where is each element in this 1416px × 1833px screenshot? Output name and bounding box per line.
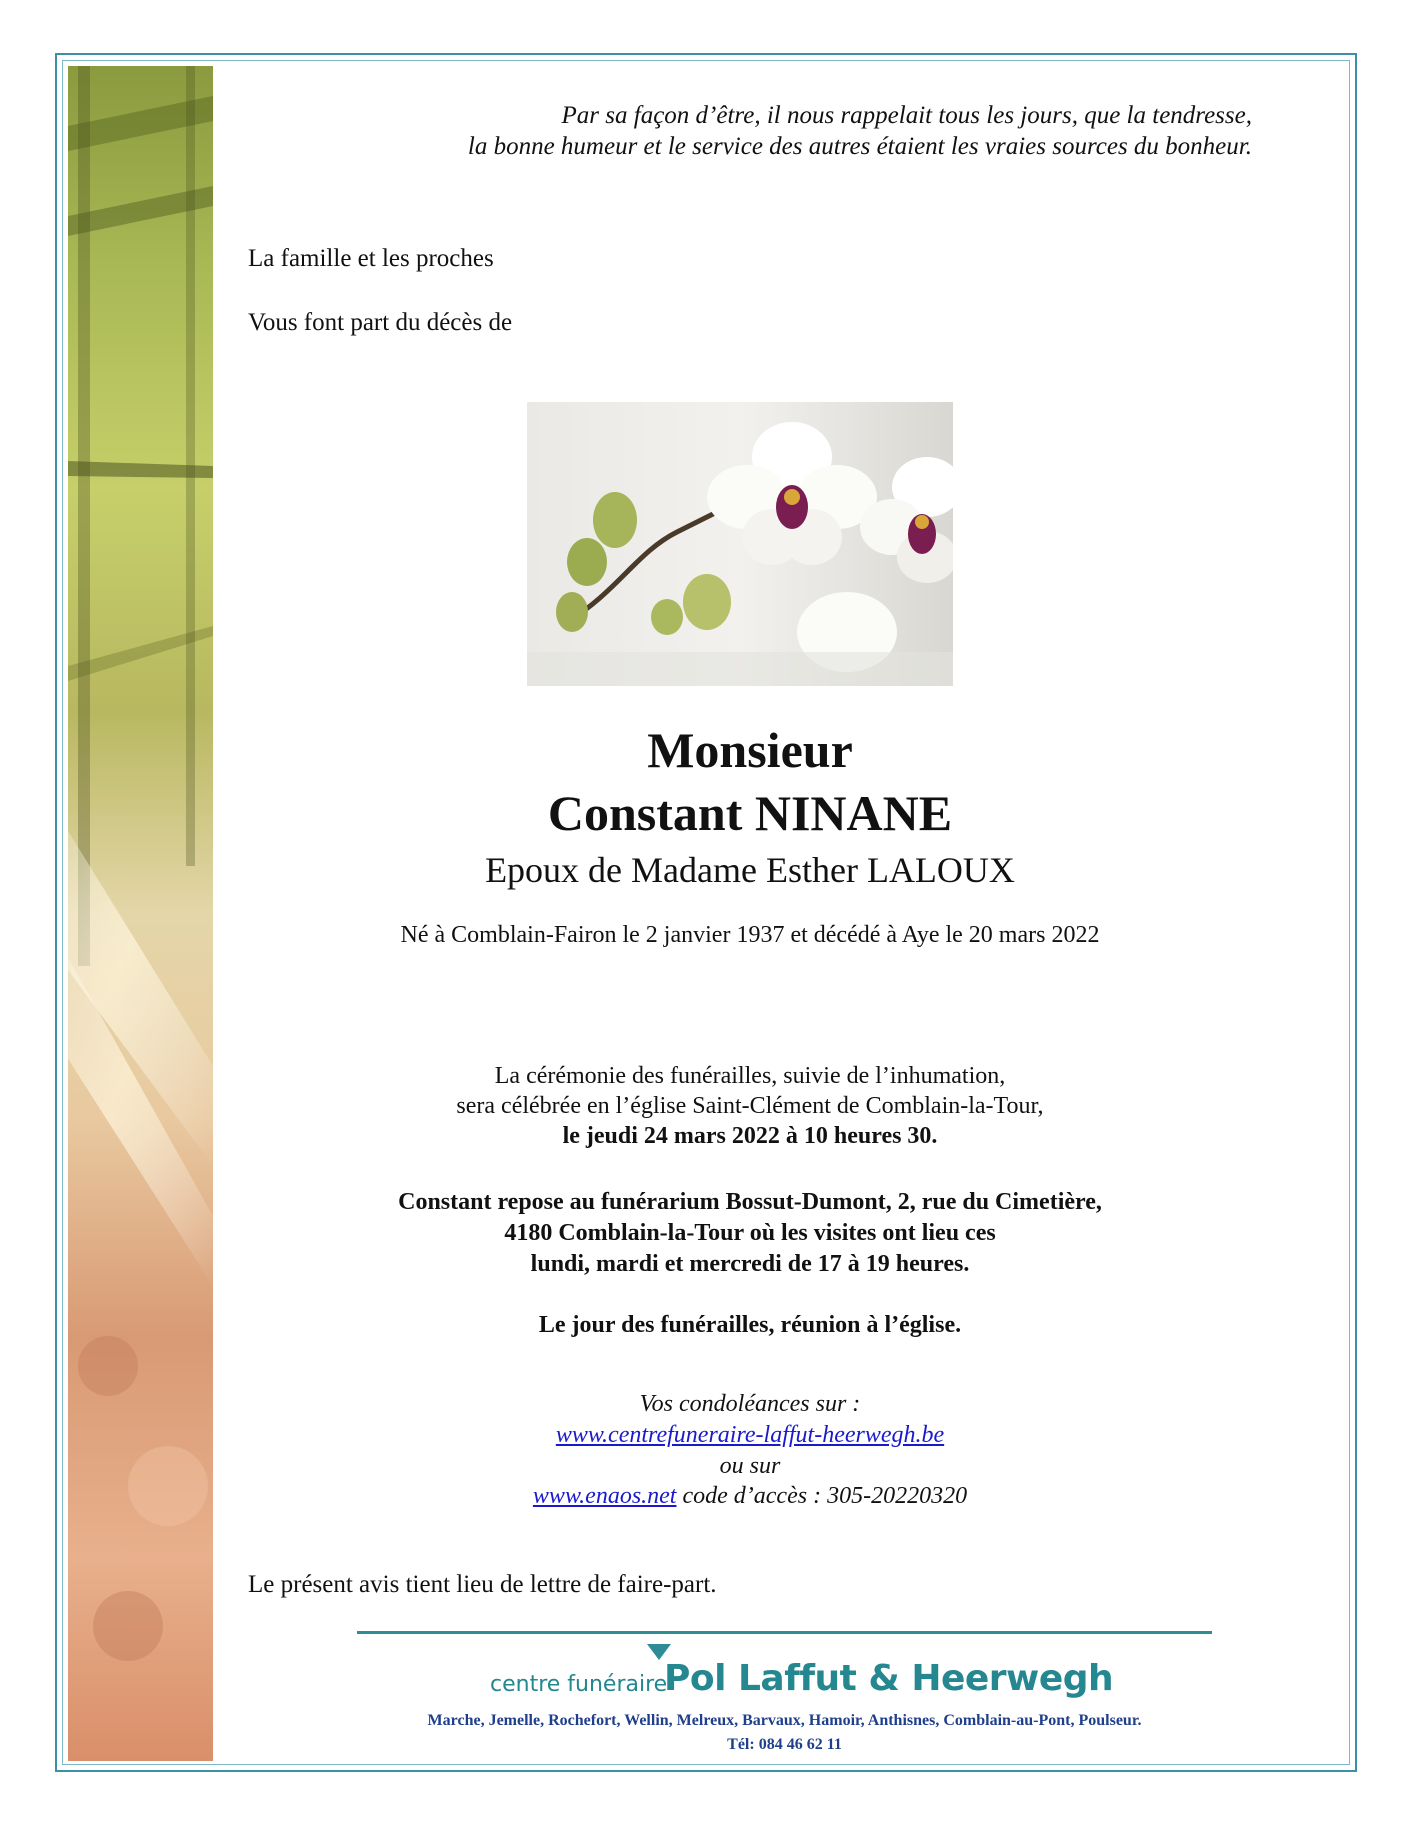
deceased-title: Monsieur bbox=[647, 722, 853, 778]
condolences-or: ou sur bbox=[719, 1453, 781, 1479]
forest-path-photo bbox=[68, 66, 213, 1761]
footer-note: Le présent avis tient lieu de lettre de faire-part. bbox=[248, 1571, 717, 1598]
access-code: code d’accès : 305-20220320 bbox=[676, 1483, 968, 1509]
ceremony-line-2: sera célébrée en l’église Saint-Clément de Comblain-la-Tour, bbox=[456, 1093, 1044, 1119]
condolences-code-row bbox=[250, 1481, 1250, 1511]
quote-line-1: Par sa façon d’être, il nous rappelait tous les jours, que la tendresse, bbox=[561, 102, 1252, 129]
condolences-link-row bbox=[250, 1420, 1250, 1450]
family-line: La famille et les proches bbox=[248, 245, 494, 272]
condolences-link-1[interactable]: www.centrefuneraire-laffut-heerwegh.be bbox=[555, 1422, 945, 1448]
visits-line-1: Constant repose au funérarium Bossut-Dumont, 2, rue du Cimetière, bbox=[398, 1189, 1102, 1215]
visits-line-2: 4180 Comblain-la-Tour où les visites ont lieu ces bbox=[504, 1220, 996, 1246]
visits-line-3: lundi, mardi et mercredi de 17 à 19 heures. bbox=[530, 1251, 970, 1277]
orchid-photo bbox=[527, 402, 953, 686]
logo-towns: Marche, Jemelle, Rochefort, Wellin, Melreux, Barvaux, Hamoir, Anthisnes, Comblain-au-Pont, Poulseur. bbox=[427, 1712, 1142, 1729]
ceremony-line-1: La cérémonie des funérailles, suivie de l’inhumation, bbox=[494, 1063, 1006, 1089]
logo-phone: Tél: 084 46 62 11 bbox=[727, 1736, 842, 1753]
condolences-label: Vos condoléances sur : bbox=[639, 1391, 861, 1417]
quote-line-2: la bonne humeur et le service des autres étaient les vraies sources du bonheur. bbox=[467, 133, 1252, 160]
logo-brand-name: Pol Laffut & Heerwegh bbox=[664, 1658, 1114, 1699]
condolences-link-2[interactable]: www.enaos.net bbox=[532, 1483, 677, 1509]
spouse-line: Epoux de Madame Esther LALOUX bbox=[485, 850, 1015, 890]
meeting-line: Le jour des funérailles, réunion à l’église. bbox=[538, 1312, 962, 1338]
memorial-quote bbox=[250, 100, 1252, 162]
logo-small-text: centre funéraire bbox=[490, 1672, 668, 1697]
birth-death-line: Né à Comblain-Fairon le 2 janvier 1937 et décédé à Aye le 20 mars 2022 bbox=[400, 922, 1100, 948]
deceased-name: Constant NINANE bbox=[547, 785, 953, 841]
ceremony-date: le jeudi 24 mars 2022 à 10 heures 30. bbox=[562, 1123, 938, 1149]
logo-divider bbox=[357, 1631, 1212, 1634]
announce-line: Vous font part du décès de bbox=[248, 309, 513, 336]
